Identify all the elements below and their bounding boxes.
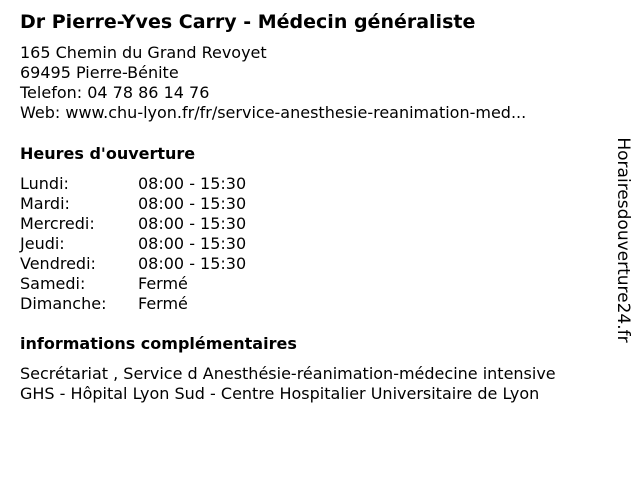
street-address: 165 Chemin du Grand Revoyet <box>20 43 267 62</box>
hours-row-thursday <box>20 234 246 254</box>
city-postal-code: 69495 Pierre-Bénite <box>20 63 179 82</box>
hours-value: 08:00 - 15:30 <box>138 254 247 273</box>
hours-row-monday <box>20 174 246 194</box>
hours-row-saturday <box>20 274 246 294</box>
hours-row-friday <box>20 254 246 274</box>
hours-row-wednesday <box>20 214 246 234</box>
day-label: Mardi: <box>20 194 70 213</box>
additional-info-line: Secrétariat , Service d Anesthésie-réanimation-médecine intensive <box>20 364 556 383</box>
phone-number[interactable]: Telefon: 04 78 86 14 76 <box>20 83 210 102</box>
hours-value: Fermé <box>138 274 188 293</box>
day-label: Mercredi: <box>20 214 95 233</box>
additional-info-line: GHS - Hôpital Lyon Sud - Centre Hospitalier Universitaire de Lyon <box>20 384 540 403</box>
hours-value: Fermé <box>138 294 188 313</box>
site-watermark: Horairesdouverture24.fr <box>613 137 633 343</box>
page-title: Dr Pierre-Yves Carry - Médecin généraliste <box>20 11 476 33</box>
opening-hours-heading: Heures d'ouverture <box>20 144 196 163</box>
hours-value: 08:00 - 15:30 <box>138 214 247 233</box>
additional-info-heading: informations complémentaires <box>20 334 297 353</box>
day-label: Vendredi: <box>20 254 96 273</box>
hours-value: 08:00 - 15:30 <box>138 194 247 213</box>
hours-value: 08:00 - 15:30 <box>138 234 247 253</box>
website-link[interactable]: Web: www.chu-lyon.fr/fr/service-anesthesie-reanimation-med... <box>20 103 527 122</box>
hours-row-sunday <box>20 294 246 314</box>
address-block <box>20 43 526 123</box>
day-label: Samedi: <box>20 274 86 293</box>
additional-info-block <box>20 364 556 404</box>
hours-row-tuesday <box>20 194 246 214</box>
day-label: Jeudi: <box>20 234 65 253</box>
day-label: Dimanche: <box>20 294 107 313</box>
opening-hours-list <box>20 174 246 314</box>
hours-value: 08:00 - 15:30 <box>138 174 247 193</box>
day-label: Lundi: <box>20 174 69 193</box>
